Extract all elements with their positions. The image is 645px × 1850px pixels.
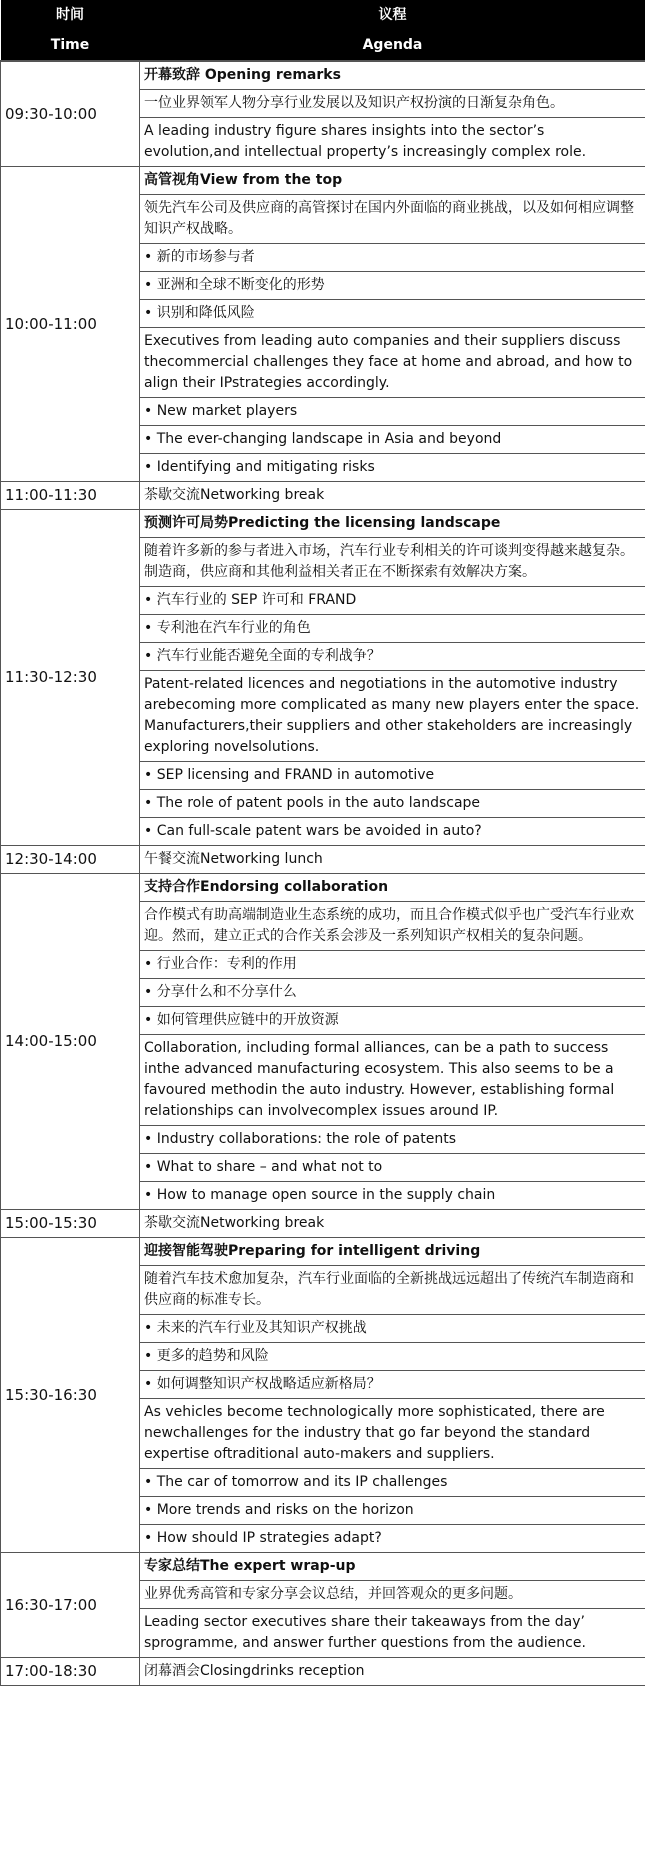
session-detail: A leading industry figure shares insights into the sector’s evolution,and intellectual property’s increasingly complex role. [140, 118, 645, 167]
session-detail: • 专利池在汽车行业的角色 [140, 615, 645, 643]
session-detail: As vehicles become technologically more sophisticated, there are newchallenges for the industry that go far beyond the standard expertise oftraditional auto-makers and suppliers. [140, 1399, 645, 1469]
session-detail: • The ever-changing landscape in Asia and beyond [140, 426, 645, 454]
session-time: 11:30-12:30 [1, 510, 140, 846]
session-detail: 随着许多新的参与者进入市场，汽车行业专利相关的许可谈判变得越来越复杂。制造商，供应商和其他利益相关者正在不断探索有效解决方案。 [140, 538, 645, 587]
session-time: 10:00-11:00 [1, 167, 140, 482]
session-detail: 领先汽车公司及供应商的高管探讨在国内外面临的商业挑战，以及如何相应调整知识产权战略。 [140, 195, 645, 244]
agenda-row [1, 167, 645, 195]
session-detail: • 汽车行业能否避免全面的专利战争？ [140, 643, 645, 671]
session-detail: • 如何调整知识产权战略适应新格局？ [140, 1371, 645, 1399]
session-detail: • SEP licensing and FRAND in automotive [140, 762, 645, 790]
session-detail: • New market players [140, 398, 645, 426]
agenda-row [1, 846, 645, 874]
session-time: 15:00-15:30 [1, 1210, 140, 1238]
agenda-row [1, 1553, 645, 1581]
header-time-cn: 时间 [1, 0, 140, 30]
session-time: 12:30-14:00 [1, 846, 140, 874]
session-detail: Patent-related licences and negotiations in the automotive industry arebecoming more complicated as many new players enter the space. Manufacturers,their suppliers and other stakeholders are increasingly exploring novelsolutions. [140, 671, 645, 762]
header-agenda-cn: 议程 [140, 0, 645, 30]
session-detail: 业界优秀高管和专家分享会议总结，并回答观众的更多问题。 [140, 1581, 645, 1609]
session-detail: Collaboration, including formal alliances, can be a path to success inthe advanced manufacturing ecosystem. This also seems to be a favoured methodin the auto industry. However, establishing formal relationships can involvecomplex issues around IP. [140, 1035, 645, 1126]
session-time: 14:00-15:00 [1, 874, 140, 1210]
session-detail: • How to manage open source in the supply chain [140, 1182, 645, 1210]
session-detail: 闭幕酒会Closingdrinks reception [140, 1658, 645, 1686]
session-time: 17:00-18:30 [1, 1658, 140, 1686]
session-detail: 随着汽车技术愈加复杂，汽车行业面临的全新挑战远远超出了传统汽车制造商和供应商的标准专长。 [140, 1266, 645, 1315]
session-detail: • What to share – and what not to [140, 1154, 645, 1182]
session-detail: 一位业界领军人物分享行业发展以及知识产权扮演的日渐复杂角色。 [140, 90, 645, 118]
agenda-body [1, 61, 645, 1686]
session-detail: • 亚洲和全球不断变化的形势 [140, 272, 645, 300]
session-title: 迎接智能驾驶Preparing for intelligent driving [140, 1238, 645, 1266]
header-agenda-en: Agenda [140, 30, 645, 61]
session-detail: • Industry collaborations: the role of patents [140, 1126, 645, 1154]
session-time: 09:30-10:00 [1, 61, 140, 167]
session-detail: • The role of patent pools in the auto landscape [140, 790, 645, 818]
agenda-row [1, 874, 645, 902]
header-time-en: Time [1, 30, 140, 61]
session-time: 16:30-17:00 [1, 1553, 140, 1658]
agenda-row [1, 61, 645, 90]
session-detail: • 识别和降低风险 [140, 300, 645, 328]
session-detail: 合作模式有助高端制造业生态系统的成功，而且合作模式似乎也广受汽车行业欢迎。然而，建立正式的合作关系会涉及一系列知识产权相关的复杂问题。 [140, 902, 645, 951]
session-detail: • 更多的趋势和风险 [140, 1343, 645, 1371]
session-detail: • How should IP strategies adapt? [140, 1525, 645, 1553]
session-title: 支持合作Endorsing collaboration [140, 874, 645, 902]
session-detail: 午餐交流Networking lunch [140, 846, 645, 874]
session-detail: • 汽车行业的 SEP 许可和 FRAND [140, 587, 645, 615]
session-title: 专家总结The expert wrap-up [140, 1553, 645, 1581]
agenda-row [1, 510, 645, 538]
session-title: 预测许可局势Predicting the licensing landscape [140, 510, 645, 538]
session-title: 高管视角View from the top [140, 167, 645, 195]
session-detail: • 分享什么和不分享什么 [140, 979, 645, 1007]
agenda-row [1, 1238, 645, 1266]
session-time: 15:30-16:30 [1, 1238, 140, 1553]
agenda-row [1, 482, 645, 510]
agenda-row [1, 1658, 645, 1686]
session-title: 开幕致辞 Opening remarks [140, 61, 645, 90]
session-detail: • Can full-scale patent wars be avoided in auto? [140, 818, 645, 846]
agenda-row [1, 1210, 645, 1238]
session-detail: Leading sector executives share their takeaways from the day’ sprogramme, and answer further questions from the audience. [140, 1609, 645, 1658]
session-time: 11:00-11:30 [1, 482, 140, 510]
session-detail: 茶歇交流Networking break [140, 482, 645, 510]
session-detail: • 行业合作：专利的作用 [140, 951, 645, 979]
session-detail: Executives from leading auto companies and their suppliers discuss thecommercial challenges they face at home and abroad, and how to align their IPstrategies accordingly. [140, 328, 645, 398]
session-detail: • The car of tomorrow and its IP challenges [140, 1469, 645, 1497]
session-detail: • Identifying and mitigating risks [140, 454, 645, 482]
session-detail: 茶歇交流Networking break [140, 1210, 645, 1238]
session-detail: • 如何管理供应链中的开放资源 [140, 1007, 645, 1035]
session-detail: • 未来的汽车行业及其知识产权挑战 [140, 1315, 645, 1343]
session-detail: • More trends and risks on the horizon [140, 1497, 645, 1525]
agenda-header [1, 0, 645, 61]
session-detail: • 新的市场参与者 [140, 244, 645, 272]
